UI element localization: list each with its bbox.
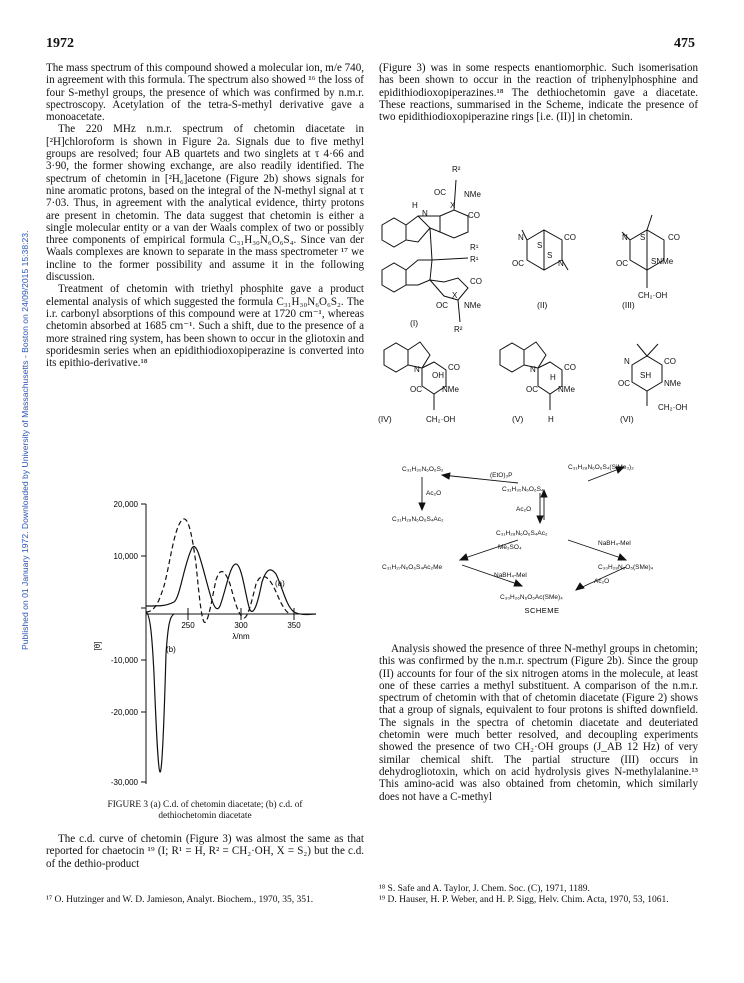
figure-caption <box>46 800 364 822</box>
atom-co-top: CO <box>468 211 480 220</box>
atom-n-VI: N <box>624 357 630 366</box>
atom-r1-a: R¹ <box>470 243 479 252</box>
atom-h-top: H <box>412 201 418 210</box>
curve-a-chetomin-diacetate <box>146 547 316 615</box>
atom-ch2oh-III: CH₂·OH <box>638 291 668 300</box>
scheme-reagent-4: Me₂SO₄ <box>498 544 522 551</box>
y-axis <box>141 504 146 784</box>
y-tick-label-1: 20,000 <box>113 500 138 509</box>
scheme-reagent-1: (EtO)₃P <box>490 472 513 479</box>
label-structure-IV: (IV) <box>378 414 392 424</box>
atom-oc-II: OC <box>512 259 524 268</box>
atom-n-IV: N <box>414 365 420 374</box>
label-structure-II: (II) <box>537 300 548 310</box>
paragraph-nmr: The 220 MHz n.m.r. spectrum of chetomin diacetate in [²H]chloroform is shown in Figure 2a. Signals due to five methyl groups are resolved; four AB quartets and two singlets at τ 4·66 and 3·90, the former showing exchange, are also readily identified. The spectrum of chetomin in [²H₆]acetone (Figure 2b) shows signals for nine aromatic protons, based on the integral of the N-methyl signal at τ 7·03. Thus, in agreement with the analytical evidence, thirty protons are present in chetomin. The data suggest that chetomin is either a single molecular entity or a van der Waals complex of two or possibly three components of empirical formula C₃₁H₃₀N₆O₆S₄. Since van der Waals complexes are known to separate in the mass spectrometer ¹⁷ we incline to the former possibility and assume it in the following discussion. <box>46 123 364 284</box>
atom-ch2oh-VI: CH₂·OH <box>658 403 688 412</box>
label-structure-III: (III) <box>622 300 635 310</box>
paragraph-cd-curve: The c.d. curve of chetomin (Figure 3) was almost the same as that reported for chaetocin ¹⁹ (I; R¹ = H, R² = CH₂·OH, X = S₂) but the c.d. of the dethio-product <box>46 833 364 870</box>
atom-snme-III: SNMe <box>651 257 674 266</box>
curve-b-label: (b) <box>166 645 176 654</box>
scheme-reagent-5: NaBH₄-MeI <box>598 540 631 547</box>
atom-x-bottom: X <box>452 291 458 300</box>
left-column-upper <box>46 62 364 369</box>
scheme-formula-7: C₃₀H₂₈N₆O₅(SMe)₄ <box>598 564 654 571</box>
footnotes-right <box>379 884 698 906</box>
atom-r2-top: R² <box>452 165 461 174</box>
atom-s-III: S <box>640 233 646 242</box>
curve-a-label: (a) <box>275 579 285 588</box>
cd-figure <box>46 494 376 794</box>
atom-co-mid: CO <box>470 277 482 286</box>
x-tick-label-2: 300 <box>234 621 248 630</box>
atom-s-II-a: S <box>537 241 543 250</box>
chemical-structures <box>372 160 702 445</box>
scheme-formula-8: C₃₀H₂₆N₆O₅Ac(SMe)₄ <box>500 594 563 601</box>
y-tick-label-2: 10,000 <box>113 552 138 561</box>
atom-nme-IV: NMe <box>442 385 459 394</box>
atom-h-V: H <box>550 373 556 382</box>
atom-nme-top: NMe <box>464 190 481 199</box>
footnote-18: ¹⁸ S. Safe and A. Taylor, J. Chem. Soc. (C), 1971, 1189. <box>379 884 590 894</box>
y-tick-label-4: -20,000 <box>110 708 138 717</box>
label-structure-I: (I) <box>410 318 419 328</box>
atom-s-II-b: S <box>547 251 553 260</box>
left-column-lower <box>46 833 364 870</box>
scheme-reagent-7: Ac₂O <box>594 578 610 585</box>
x-axis-label: λ/nm <box>232 632 250 641</box>
atom-oh-IV: OH <box>432 371 444 380</box>
journal-year: 1972 <box>46 36 74 51</box>
y-tick-label-3: -10,000 <box>110 656 138 665</box>
atom-h-V-bottom: H <box>548 415 554 424</box>
scheme-formula-5: C₃₁H₂₈N₆O₆S₄Ac₂ <box>496 530 548 537</box>
atom-n-II-right: N <box>558 259 564 268</box>
atom-oc-IV: OC <box>410 385 422 394</box>
scheme-formula-2: C₃₁H₂₈N₆O₆S₄(SiMe₃)₂ <box>568 464 634 471</box>
x-axis <box>146 608 316 620</box>
paragraph-mass-spectrum: The mass spectrum of this compound showed a molecular ion, m/e 740, in agreement with this formula. The spectrum also showed ¹⁶ the loss of four S-methyl groups, the presence of which was confirmed by n.m.r. spectroscopy. Acetylation of the tetra-S-methyl derivative gave a monoacetate. <box>46 62 364 124</box>
atom-n-top: N <box>422 209 428 218</box>
scheme-reagent-3: Ac₂O <box>516 506 532 513</box>
atom-n-V: N <box>530 365 536 374</box>
scheme-formula-4: C₃₁H₂₈N₆O₆S₄Ac₂ <box>392 516 444 523</box>
footnote-19: ¹⁹ D. Hauser, H. P. Weber, and H. P. Sigg, Helv. Chim. Acta, 1970, 53, 1061. <box>379 895 669 905</box>
scheme-arrows <box>372 455 702 625</box>
atom-r2-bottom: R² <box>454 325 463 334</box>
right-column-lower <box>379 643 698 803</box>
atom-oc-mid: OC <box>436 301 448 310</box>
scheme-reagent-2: Ac₂O <box>426 490 442 497</box>
atom-x-top: X <box>450 201 456 210</box>
atom-co-III: CO <box>668 233 680 242</box>
atom-oc-VI: OC <box>618 379 630 388</box>
scheme-title: SCHEME <box>524 606 560 615</box>
curve-b-negative-band <box>146 612 174 772</box>
atom-n-II-left: N <box>518 233 524 242</box>
label-structure-V: (V) <box>512 414 524 424</box>
scheme-formula-1: C₃₁H₃₀N₆O₆S₂ <box>402 466 444 473</box>
label-structure-VI: (VI) <box>620 414 634 424</box>
scheme-formula-6: C₃₁H₂₇N₆O₆S₄Ac₂Me <box>382 564 443 571</box>
structure-III <box>622 215 664 288</box>
atom-co-VI: CO <box>664 357 676 366</box>
download-notice: Published on 01 January 1972. Downloaded by University of Massachusetts - Boston on 24/09/2015 15:38:23. <box>20 230 30 650</box>
atom-n-III: N <box>622 233 628 242</box>
scheme-reagent-6: NaBH₄-MeI <box>494 572 527 579</box>
atom-co-V: CO <box>564 363 576 372</box>
caption-line-2: dethiochetomin diacetate <box>158 810 252 821</box>
footnote-17: ¹⁷ O. Hutzinger and W. D. Jamieson, Analyt. Biochem., 1970, 35, 351. <box>46 895 314 905</box>
paragraph-analysis: Analysis showed the presence of three N-methyl groups in chetomin; this was confirmed by the n.m.r. spectrum (Figure 2b). Since the group (II) accounts for four of the six nitrogen atoms in the molecule, at least one of these carries a methyl substituent. A comparison of the n.m.r. spectrum of chetomin with that of chetomin diacetate (Figure 2) shows that a group of signals, equivalent to four protons is shifted downfield. The signals in the spectra of chetomin diacetate and deuteriated chetomin were much better resolved, and decoupling experiments showed the presence of two CH₂·OH groups (J_AB 12 Hz) of very similar chemical shift. The partial structure (III) occurs in dehydrogliotoxin, which on acid hydrolysis gives N-methylalanine.¹³ This amino-acid was also obtained from chetomin, which similarly does not have a C-methyl <box>379 643 698 803</box>
x-tick-label-3: 350 <box>287 621 301 630</box>
atom-ch2oh-IV: CH₂·OH <box>426 415 456 424</box>
atom-co-IV: CO <box>448 363 460 372</box>
y-axis-label: [θ] <box>93 641 102 651</box>
atom-oc-III: OC <box>616 259 628 268</box>
atom-oc-top: OC <box>434 188 446 197</box>
paragraph-enantiomorphic: (Figure 3) was in some respects enantiomorphic. Such isomerisation has been shown to occur in the reaction of triphenylphosphine and epidithiodioxopiperazines.¹⁸ The dethiochetomin gave a diacetate. These reactions, summarised in the Scheme, indicate the presence of two epidithiodioxopiperazine rings [i.e. (II)] in chetomin. <box>379 62 698 124</box>
x-tick-label-1: 250 <box>181 621 195 630</box>
y-tick-label-5: -30,000 <box>110 778 138 787</box>
scheme-formula-3: C₃₁H₃₀N₆O₆S₄ <box>502 486 544 493</box>
paragraph-triethyl-phosphite: Treatment of chetomin with triethyl phosphite gave a product elemental analysis of which suggested the formula C₃₁H₃₀N₆O₆S₂. The i.r. carbonyl absorptions of this compound were at 1720 cm⁻¹, whereas chetomin absorbed at 1685 cm⁻¹. Such a shift, due to the presence of a more strained ring system, has been shown to occur in the gliotoxin and sporidesmin series when an epidithiodioxopiperazine is converted into its epithio-derivative.¹⁸ <box>46 283 364 370</box>
atom-co-II: CO <box>564 233 576 242</box>
atom-nme-V: NMe <box>558 385 575 394</box>
caption-line-1: FIGURE 3 (a) C.d. of chetomin diacetate; (b) c.d. of <box>107 800 303 810</box>
atom-r1-b: R¹ <box>470 255 479 264</box>
atom-nme-VI: NMe <box>664 379 681 388</box>
page-number: 475 <box>674 36 695 51</box>
atom-oc-V: OC <box>526 385 538 394</box>
right-column-upper <box>379 62 698 123</box>
atom-nme-mid: NMe <box>464 301 481 310</box>
atom-sh-VI: SH <box>640 371 652 380</box>
